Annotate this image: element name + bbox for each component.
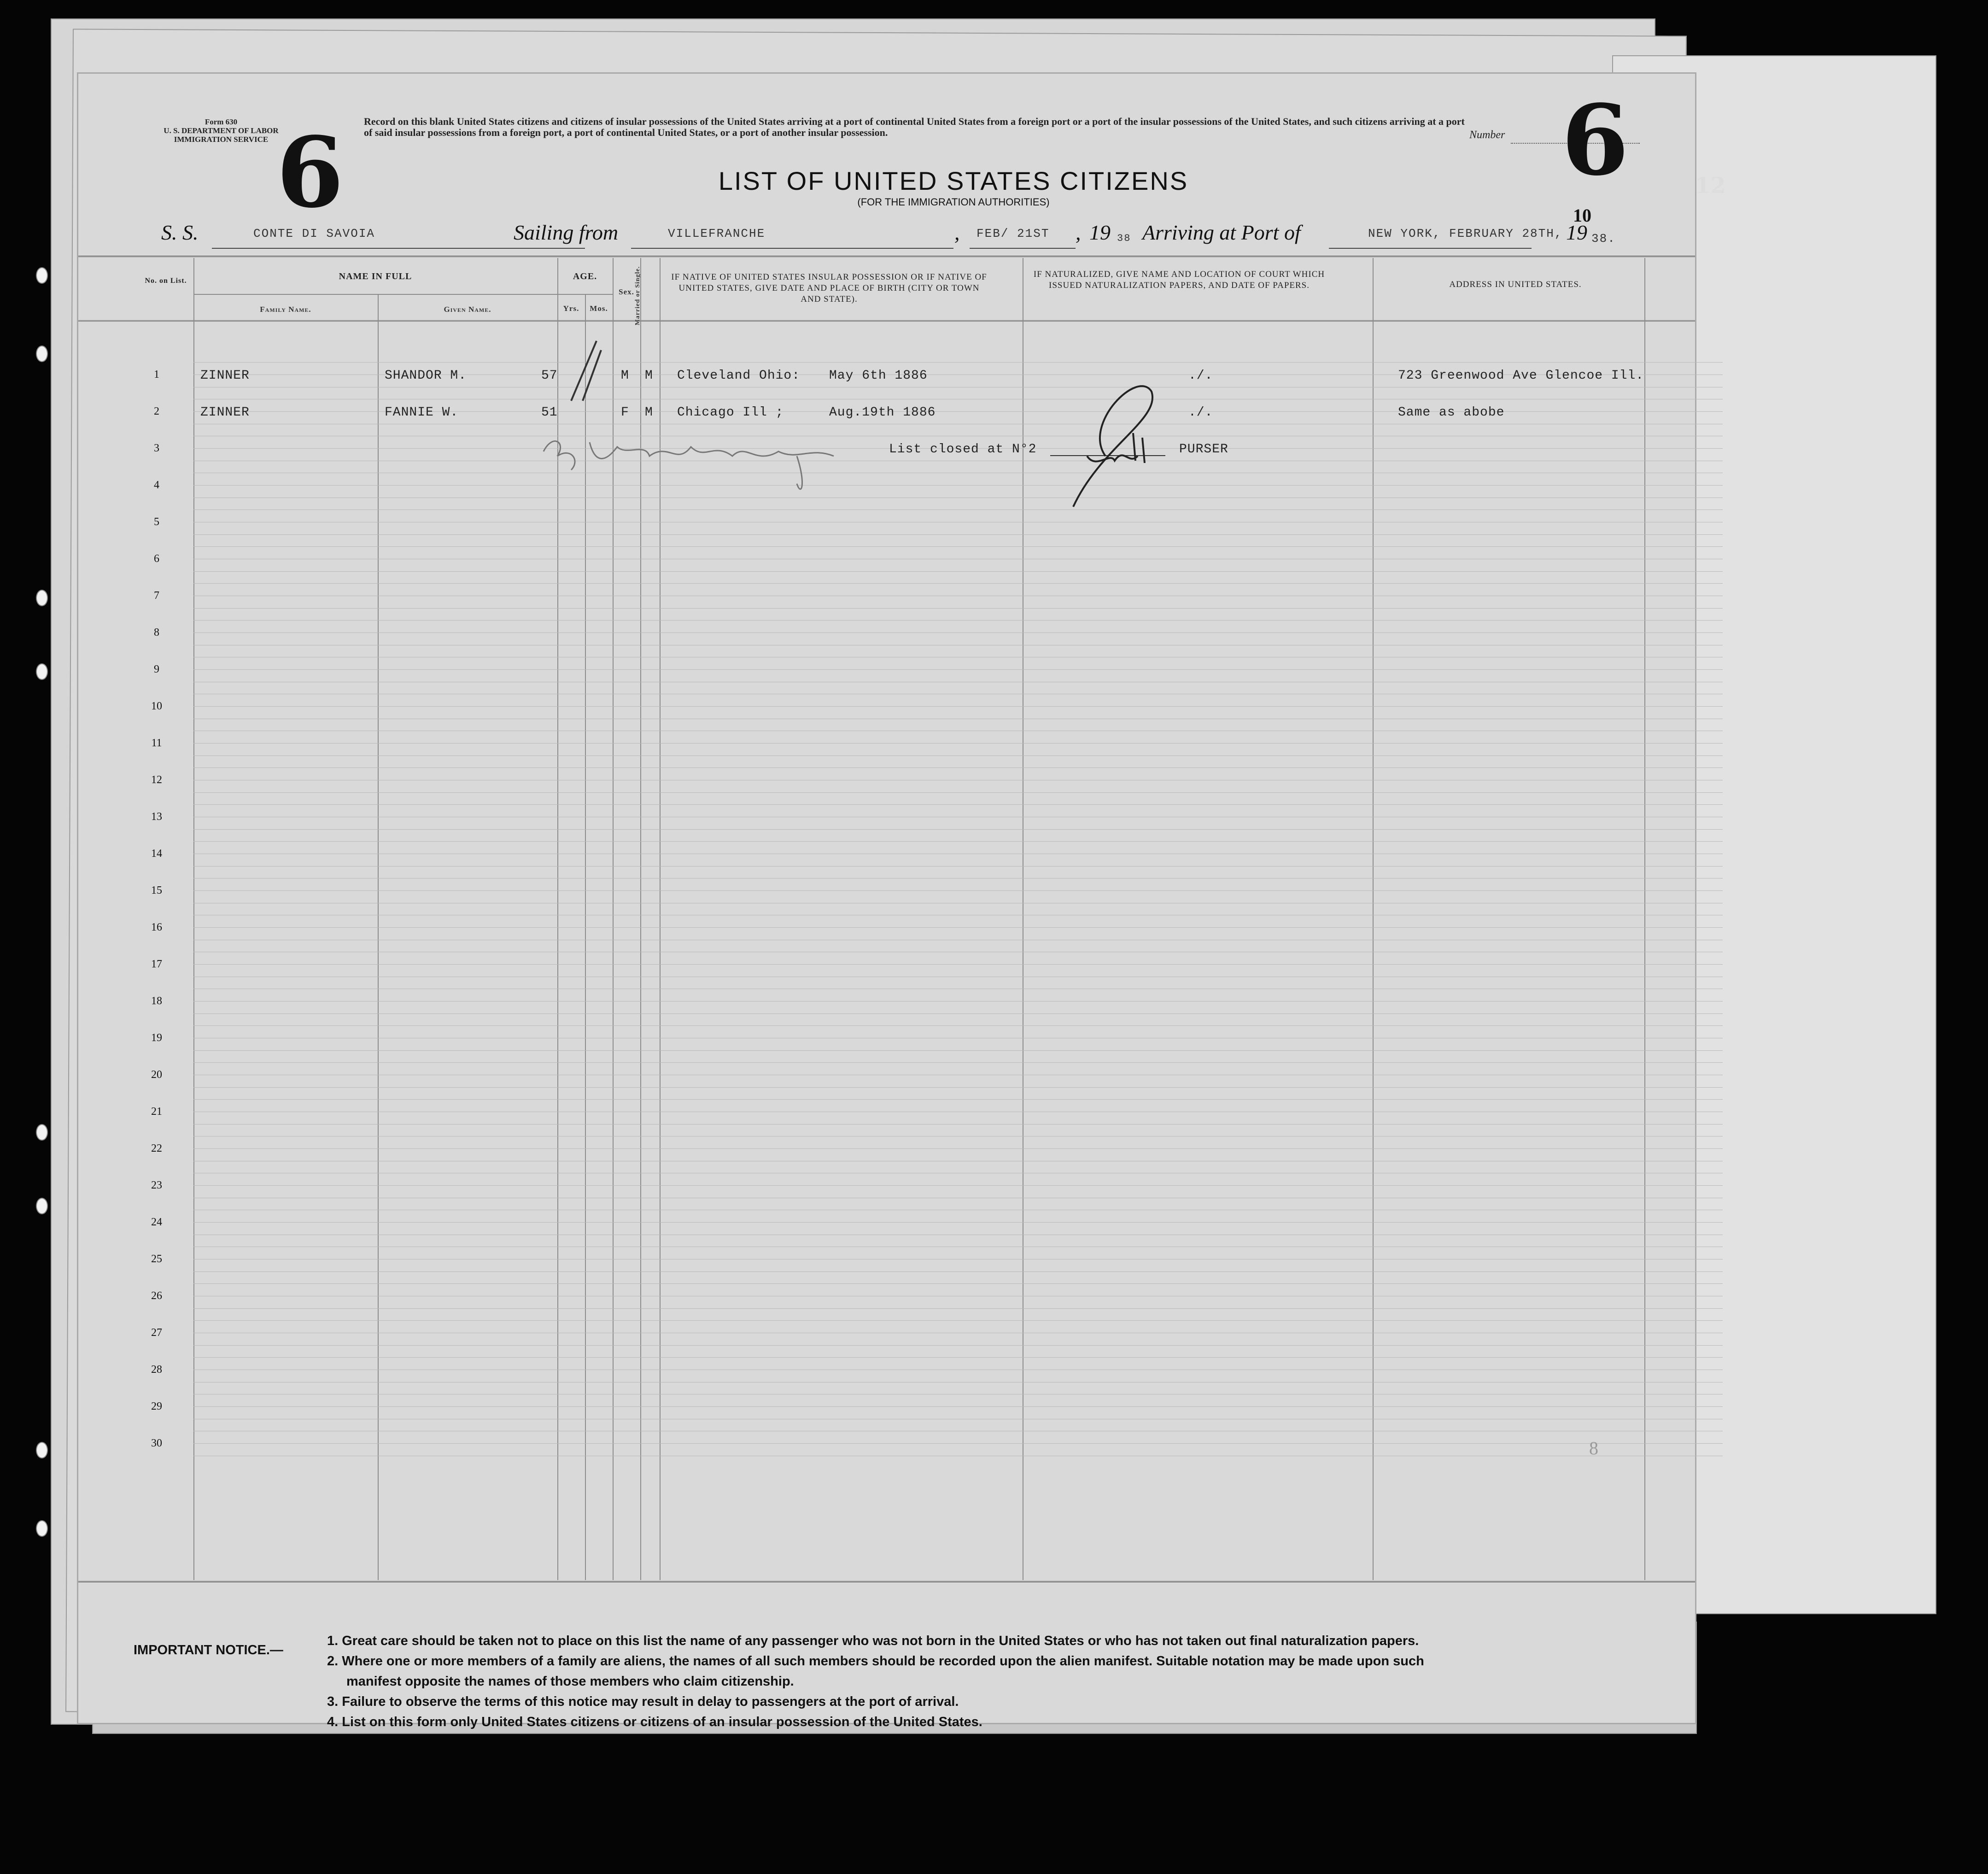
- ruling-line: [193, 866, 1723, 867]
- notice-items: [327, 1631, 1672, 1732]
- ruling-line: [193, 1025, 1723, 1026]
- row-number: 16: [151, 921, 162, 933]
- row-number: 4: [154, 479, 159, 491]
- ruling-line: [193, 620, 1723, 621]
- row2-family-name: ZINNER: [200, 405, 250, 420]
- row1-age: 57: [541, 369, 558, 383]
- ruling-line: [193, 534, 1723, 535]
- row1-birth-place: Cleveland Ohio:: [677, 369, 801, 383]
- ruling-line: [193, 608, 1723, 609]
- notice-label: IMPORTANT NOTICE.—: [134, 1643, 283, 1657]
- header-age: AGE.: [573, 271, 597, 281]
- form-title: LIST OF UNITED STATES CITIZENS: [718, 166, 1189, 195]
- row1-given-name: SHANDOR M.: [385, 369, 467, 383]
- binder-hole: [36, 1198, 48, 1214]
- table-bottom-rule: [78, 1581, 1695, 1582]
- sailing-date: FEB/ 21ST: [976, 227, 1050, 240]
- arrival-underline: [1329, 248, 1532, 249]
- row-number: 26: [151, 1290, 162, 1302]
- row2-birth-place: Chicago Ill ;: [677, 405, 784, 420]
- sailing-date-underline: [970, 248, 1076, 249]
- row2-sex: F: [621, 405, 629, 420]
- ruling-line: [193, 571, 1723, 572]
- ship-underline: [212, 248, 585, 249]
- ruling-line: [193, 632, 1723, 633]
- header-name-divider: [193, 294, 557, 295]
- row-number: 20: [151, 1069, 162, 1081]
- ruling-line: [193, 1443, 1723, 1444]
- row-number: 29: [151, 1400, 162, 1412]
- ruling-line: [193, 1222, 1723, 1223]
- row-number: 19: [151, 1032, 162, 1044]
- row1-family-name: ZINNER: [200, 369, 250, 383]
- ruling-line: [193, 792, 1723, 793]
- ruling-line: [193, 546, 1723, 547]
- sailing-label: Sailing from: [514, 221, 619, 244]
- ruling-line: [193, 1271, 1723, 1272]
- row-number: 10: [151, 700, 162, 712]
- row-number: 17: [151, 958, 162, 970]
- sailing-port-underline: [631, 248, 953, 249]
- row-number: 12: [151, 774, 162, 786]
- ruling-line: [193, 509, 1723, 510]
- page-number: 12: [1695, 173, 1726, 199]
- notice-item-2-cont: manifest opposite the names of those members who claim citizenship.: [346, 1674, 794, 1689]
- ruling-line: [193, 1406, 1723, 1407]
- arrival-overwrite: 10: [1573, 205, 1591, 226]
- age-checkmark: [557, 332, 613, 405]
- record-instructions: Record on this blank United States citizens and citizens of insular possessions of the United States arriving at a port of continental United States from a foreign port or a port of the insular possessions of the United States, and such citizens arriving at a port of said insular possessions from a foreign port, a port of continental United States, or a port of another insular possession.: [364, 116, 1465, 138]
- header-address: ADDRESS IN UNITED STATES.: [1449, 280, 1582, 289]
- row-number: 14: [151, 848, 162, 860]
- comma: ,: [954, 221, 960, 244]
- comma: ,: [1076, 221, 1081, 244]
- ruling-line: [193, 890, 1723, 891]
- manifest-page: [78, 74, 1726, 1729]
- ruling-line: [193, 1345, 1723, 1346]
- ruling-line: [193, 1087, 1723, 1088]
- handwritten-annotation: [539, 415, 907, 507]
- binder-hole: [36, 346, 48, 362]
- row1-marital: M: [645, 369, 653, 383]
- purser-signature: [1046, 350, 1165, 534]
- row2-marital: M: [645, 405, 653, 420]
- ruling-line: [193, 1099, 1723, 1100]
- department: U. S. DEPARTMENT OF LABOR: [164, 126, 279, 135]
- row-number: 1: [154, 369, 159, 381]
- row-number: 27: [151, 1327, 162, 1339]
- margin-mark: 8: [1589, 1438, 1598, 1458]
- row-number: 7: [154, 590, 159, 602]
- ruling-line: [193, 743, 1723, 744]
- ruling-line: [193, 964, 1723, 965]
- ruling-line: [193, 1050, 1723, 1051]
- row2-age: 51: [541, 405, 558, 420]
- row-number: 5: [154, 516, 159, 528]
- form-number: Form 630: [205, 117, 238, 126]
- row1-birth-date: May 6th 1886: [829, 369, 928, 383]
- list-closed: List closed at N°2: [889, 442, 1037, 457]
- sailing-year: 38: [1117, 233, 1131, 244]
- ruling-line: [193, 829, 1723, 830]
- ruling-line: [193, 1308, 1723, 1309]
- ruling-line: [193, 1357, 1723, 1358]
- top-double-rule: [78, 256, 1695, 257]
- binder-hole: [36, 267, 48, 284]
- header-naturalized: IF NATURALIZED, GIVE NAME AND LOCATION OF COURT WHICH ISSUED NATURALIZATION PAPERS, AND DATE OF PAPERS.: [1033, 269, 1325, 290]
- header-married-single: Married or Single.: [634, 266, 641, 326]
- binder-hole: [36, 1124, 48, 1141]
- row-number: 3: [154, 442, 159, 454]
- header-sex: Sex.: [619, 287, 634, 296]
- col-line: [378, 295, 379, 1580]
- row2-given-name: FANNIE W.: [385, 405, 459, 420]
- sailing-port: VILLEFRANCHE: [668, 227, 766, 240]
- ruling-line: [193, 1185, 1723, 1186]
- ruling-line: [193, 362, 1723, 363]
- row-number: 28: [151, 1364, 162, 1376]
- row-number: 24: [151, 1216, 162, 1228]
- binder-hole: [36, 1520, 48, 1537]
- row-number: 15: [151, 884, 162, 896]
- row-number: 23: [151, 1179, 162, 1191]
- ruling-line: [193, 1013, 1723, 1014]
- year-prefix: 19: [1089, 221, 1111, 244]
- arrival-year-prefix: 19: [1566, 221, 1587, 244]
- row1-sex: M: [621, 369, 629, 383]
- row-number: 9: [154, 663, 159, 675]
- arrival-port-date: NEW YORK, FEBRUARY 28TH,: [1368, 227, 1563, 240]
- row2-birth-date: Aug.19th 1886: [829, 405, 936, 420]
- ruling-line: [193, 1148, 1723, 1149]
- ruling-line: [193, 1062, 1723, 1063]
- ruling-line: [193, 706, 1723, 707]
- ruling-line: [193, 767, 1723, 768]
- number-label: Number: [1469, 129, 1505, 141]
- notice-item-3: 3. Failure to observe the terms of this notice may result in delay to passengers at the port of arrival.: [327, 1694, 959, 1709]
- notice-item-1: 1. Great care should be taken not to place on this list the name of any passenger who was not born in the United States or who has not taken out final naturalization papers.: [327, 1634, 1419, 1648]
- header-name-in-full: NAME IN FULL: [339, 271, 412, 281]
- row-number: 21: [151, 1106, 162, 1118]
- header-bottom-rule: [78, 320, 1695, 322]
- arrival-year: 38.: [1591, 232, 1616, 246]
- ruling-line: [193, 927, 1723, 928]
- ship-name: CONTE DI SAVOIA: [253, 227, 375, 240]
- row-number: 6: [154, 553, 159, 565]
- ruling-line: [193, 841, 1723, 842]
- number-value: 6: [1561, 83, 1629, 197]
- purser-label: PURSER: [1179, 442, 1228, 457]
- service: IMMIGRATION SERVICE: [174, 135, 269, 144]
- row1-naturalized: ./.: [1188, 369, 1213, 383]
- ruling-line: [193, 583, 1723, 584]
- ruling-line: [193, 1320, 1723, 1321]
- binder-hole: [36, 663, 48, 680]
- row-number: 8: [154, 627, 159, 638]
- notice-item-4: 4. List on this form only United States citizens or citizens of an insular possession of the United States.: [327, 1715, 982, 1729]
- row2-address: Same as abobe: [1398, 405, 1505, 420]
- ruling-line: [193, 1283, 1723, 1284]
- binder-hole: [36, 590, 48, 606]
- row-number: 2: [154, 405, 159, 417]
- form-subtitle: (FOR THE IMMIGRATION AUTHORITIES): [857, 196, 1050, 208]
- header-given-name: Given Name.: [444, 305, 491, 314]
- row-number: 30: [151, 1437, 162, 1449]
- header-mos: Mos.: [590, 304, 608, 313]
- ruling-line: [193, 804, 1723, 805]
- header-yrs: Yrs.: [563, 304, 579, 313]
- header-family-name: Family Name.: [260, 305, 311, 314]
- arriving-label: Arriving at Port of: [1142, 221, 1301, 244]
- notice-item-2: 2. Where one or more members of a family are aliens, the names of all such members should be recorded upon the alien manifest. Suitable notation may be made upon such: [327, 1654, 1424, 1669]
- row-number: 13: [151, 811, 162, 823]
- row-number: 11: [151, 737, 162, 749]
- row1-address: 723 Greenwood Ave Glencoe Ill.: [1398, 369, 1644, 383]
- row-number: 22: [151, 1142, 162, 1154]
- row-number: 25: [151, 1253, 162, 1265]
- row2-naturalized: ./.: [1188, 405, 1213, 420]
- binder-hole: [36, 1442, 48, 1458]
- form-big-number: 6: [276, 116, 344, 229]
- row-number: 18: [151, 995, 162, 1007]
- ruling-line: [193, 669, 1723, 670]
- ss-label: S. S.: [161, 221, 199, 244]
- header-birth: IF NATIVE OF UNITED STATES INSULAR POSSESSION OR IF NATIVE OF UNITED STATES, GIVE DATE AND PLACE OF BIRTH (CITY OR TOWN AND STATE).: [671, 272, 987, 304]
- header-no-on-list: No. on List.: [145, 277, 187, 285]
- ruling-line: [193, 755, 1723, 756]
- ruling-line: [193, 485, 1723, 486]
